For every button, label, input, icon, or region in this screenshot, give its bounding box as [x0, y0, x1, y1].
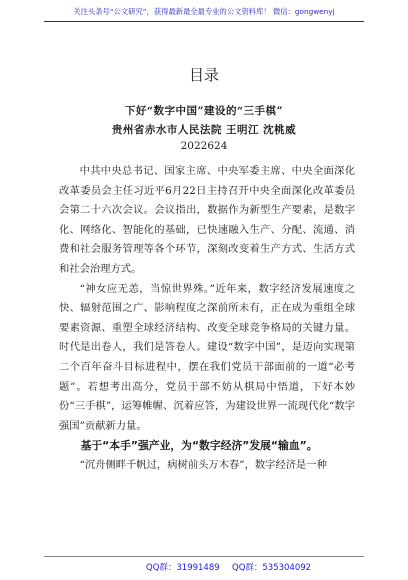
page-title: 目录	[188, 66, 219, 84]
header-divider	[44, 21, 364, 22]
section-heading: 基于“本手”强产业，为“数字经济”发展“输血”。	[80, 439, 318, 453]
article-title: 下好“数字中国”建设的“三手棋”	[124, 105, 284, 117]
article-date: 2022624	[180, 140, 228, 152]
footer-qq-group-2: QQ群：535304092	[232, 563, 312, 573]
footer-divider	[44, 556, 364, 557]
header-banner: 关注头条号“公文研究”，获得最新最全最专业的公文资料库！ 微信：gongwenyj	[73, 7, 335, 16]
paragraph: 中共中央总书记、国家主席、中央军委主席、中央全面深化改革委员会主任习近平6月22日主持召开中央全面深化改革委员会第二十六次会议。会议指出，数据作为新型生产要素，是数字化、网络化、智能化的基础，已快速融入生产、分配、流通、消费和社会服务管理等各个环节，深刻改变着生产方式、生活方式和社会治理方式。	[59, 165, 355, 275]
footer-qq-group-1: QQ群：31991489	[146, 563, 220, 573]
paragraph: “沉舟侧畔千帆过，病树前头万木春”，数字经济是一种	[79, 458, 327, 471]
article-author: 贵州省赤水市人民法院 王明江 沈桃威	[111, 124, 297, 136]
paragraph: “神女应无恙，当惊世界殊。”近年来，数字经济发展速度之快、辐射范围之广、影响程度之深前所未有，正在成为重组全球要素资源、重塑全球经济结构、改变全球竞争格局的关键力量。时代是出卷人，我们是答卷人。建设“数字中国”，是迈向实现第二个百年奋斗目标进程中，摆在我们党员干部面前的一道“必考题”。若想考出高分，党员干部不妨从棋局中悟道，下好本妙份“三手棋”，运筹帷幄、沉着应答，为建设世界一流现代化“数字强国”贡献新力量。	[59, 282, 355, 432]
article-body	[59, 162, 355, 476]
